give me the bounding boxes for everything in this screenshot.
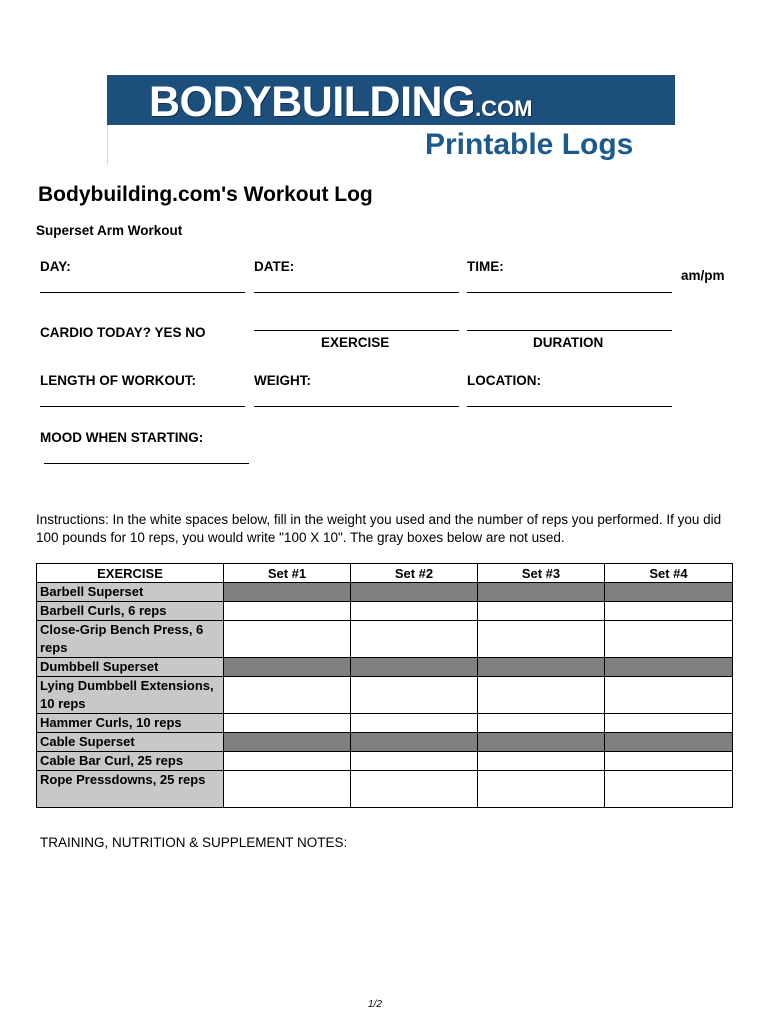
location-field-line[interactable] (467, 406, 672, 407)
table-row (37, 752, 733, 771)
banner-subtitle: Printable Logs (425, 128, 634, 161)
cardio-label: CARDIO TODAY? YES NO (40, 325, 206, 340)
table-row (37, 621, 733, 658)
set-entry-cell[interactable] (478, 621, 605, 658)
mood-field-line[interactable] (44, 463, 249, 464)
table-row (37, 714, 733, 733)
set-entry-cell[interactable] (605, 752, 733, 771)
set-entry-cell[interactable] (478, 752, 605, 771)
set-entry-cell[interactable] (478, 714, 605, 733)
exercise-cell: Cable Superset (37, 733, 224, 752)
unused-cell (605, 658, 733, 677)
unused-cell (605, 733, 733, 752)
duration-caption: DURATION (533, 335, 604, 350)
unused-cell (351, 658, 478, 677)
set-entry-cell[interactable] (224, 621, 351, 658)
length-label: LENGTH OF WORKOUT: (40, 373, 196, 388)
exercise-cell: Hammer Curls, 10 reps (37, 714, 224, 733)
set-entry-cell[interactable] (478, 677, 605, 714)
table-row (37, 658, 733, 677)
weight-label: WEIGHT: (254, 373, 311, 388)
set-entry-cell[interactable] (478, 771, 605, 808)
set-entry-cell[interactable] (224, 602, 351, 621)
day-label: DAY: (40, 259, 71, 274)
set-entry-cell[interactable] (351, 602, 478, 621)
exercise-caption: EXERCISE (321, 335, 390, 350)
unused-cell (478, 658, 605, 677)
length-field-line[interactable] (40, 406, 245, 407)
table-row (37, 733, 733, 752)
set-entry-cell[interactable] (605, 677, 733, 714)
unused-cell (605, 583, 733, 602)
set-entry-cell[interactable] (605, 714, 733, 733)
cardio-duration-field-line[interactable] (467, 330, 672, 331)
day-field-line[interactable] (40, 292, 245, 293)
location-label: LOCATION: (467, 373, 541, 388)
table-header-row (37, 564, 733, 583)
set-entry-cell[interactable] (351, 752, 478, 771)
set-entry-cell[interactable] (224, 771, 351, 808)
set-entry-cell[interactable] (351, 621, 478, 658)
set-entry-cell[interactable] (605, 602, 733, 621)
col-header-set-4: Set #4 (605, 564, 733, 583)
time-label: TIME: (467, 259, 504, 274)
unused-cell (351, 583, 478, 602)
col-header-set-1: Set #1 (224, 564, 351, 583)
set-entry-cell[interactable] (478, 602, 605, 621)
notes-label: TRAINING, NUTRITION & SUPPLEMENT NOTES: (40, 835, 348, 850)
mood-label: MOOD WHEN STARTING: (40, 430, 204, 445)
unused-cell (224, 733, 351, 752)
page-number: 1/2 (368, 999, 382, 1010)
table-row (37, 602, 733, 621)
col-header-set-3: Set #3 (478, 564, 605, 583)
date-label: DATE: (254, 259, 295, 274)
table-row (37, 583, 733, 602)
table-row (37, 771, 733, 808)
set-entry-cell[interactable] (224, 752, 351, 771)
exercise-cell: Dumbbell Superset (37, 658, 224, 677)
cardio-exercise-field-line[interactable] (254, 330, 459, 331)
unused-cell (224, 658, 351, 677)
unused-cell (478, 733, 605, 752)
workout-name: Superset Arm Workout (36, 223, 183, 238)
time-field-line[interactable] (467, 292, 672, 293)
workout-log-table (36, 563, 733, 808)
exercise-cell: Rope Pressdowns, 25 reps (37, 771, 224, 808)
unused-cell (478, 583, 605, 602)
col-header-exercise: EXERCISE (37, 564, 224, 583)
unused-cell (224, 583, 351, 602)
set-entry-cell[interactable] (351, 771, 478, 808)
exercise-cell: Barbell Superset (37, 583, 224, 602)
set-entry-cell[interactable] (351, 714, 478, 733)
weight-field-line[interactable] (254, 406, 459, 407)
set-entry-cell[interactable] (605, 771, 733, 808)
am-pm-label: am/pm (681, 268, 725, 283)
bodybuilding-banner-logo (107, 75, 675, 165)
exercise-cell: Lying Dumbbell Extensions, 10 reps (37, 677, 224, 714)
set-entry-cell[interactable] (605, 621, 733, 658)
unused-cell (351, 733, 478, 752)
brand-logo-text: BODYBUILDING.COM (149, 78, 533, 126)
set-entry-cell[interactable] (351, 677, 478, 714)
set-entry-cell[interactable] (224, 714, 351, 733)
date-field-line[interactable] (254, 292, 459, 293)
exercise-cell: Barbell Curls, 6 reps (37, 602, 224, 621)
page-title: Bodybuilding.com's Workout Log (38, 183, 373, 206)
set-entry-cell[interactable] (224, 677, 351, 714)
instructions-text: Instructions: In the white spaces below, fill in the weight you used and the number of reps you performed. If you did 100 pounds for 10 reps, you would write "100 X 10". The gray boxes below are not used. (36, 512, 722, 545)
exercise-cell: Cable Bar Curl, 25 reps (37, 752, 224, 771)
table-row (37, 677, 733, 714)
col-header-set-2: Set #2 (351, 564, 478, 583)
exercise-cell: Close-Grip Bench Press, 6 reps (37, 621, 224, 658)
